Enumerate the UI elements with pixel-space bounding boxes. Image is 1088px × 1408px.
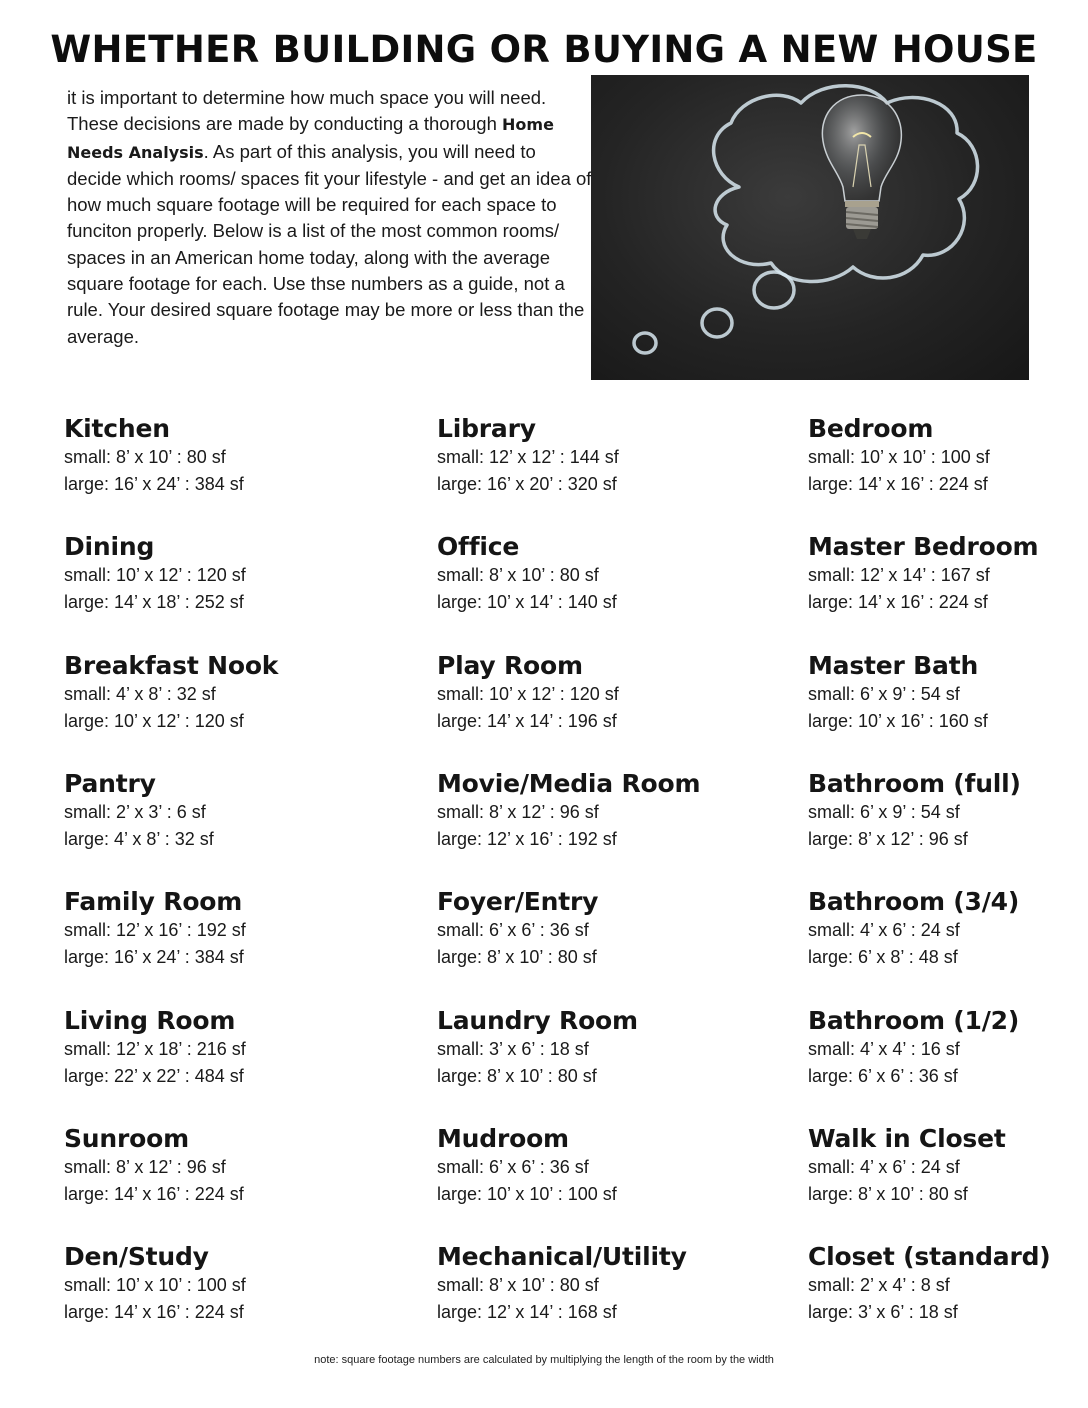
room-large-size: large: 16’ x 20’ : 320 sf (437, 474, 617, 494)
room-name: Living Room (64, 1005, 236, 1035)
room-large-size: large: 6’ x 8’ : 48 sf (808, 947, 958, 968)
room-small-size: small: 8’ x 12’ : 96 sf (64, 1156, 226, 1177)
room-name: Office (437, 532, 520, 562)
lightbulb-chalkboard-image (591, 75, 1029, 380)
room-entry (64, 414, 364, 498)
page-title: WHETHER BUILDING OR BUYING A NEW HOUSE (50, 28, 1038, 71)
room-name: Foyer/Entry (437, 887, 599, 917)
room-large-size: large: 8’ x 12’ : 96 sf (808, 828, 968, 849)
room-small-size: small: 10’ x 10’ : 100 sf (64, 1275, 246, 1296)
room-small-size: small: 8’ x 12’ : 96 sf (437, 801, 599, 822)
room-small-size: small: 12’ x 14’ : 167 sf (808, 565, 990, 586)
room-large-size: large: 14’ x 16’ : 224 sf (808, 592, 988, 613)
room-entry (64, 769, 364, 853)
room-name: Master Bath (808, 650, 979, 680)
intro-paragraph (67, 85, 592, 350)
room-large-size: large: 16’ x 24’ : 384 sf (64, 474, 244, 494)
room-large-size: large: 8’ x 10’ : 80 sf (808, 1183, 968, 1204)
room-name: Mechanical/Utility (437, 1242, 687, 1272)
room-small-size: small: 6’ x 9’ : 54 sf (808, 801, 960, 822)
room-entry (808, 651, 1088, 735)
room-entry (437, 1006, 737, 1090)
room-name: Pantry (64, 768, 156, 798)
room-entry (64, 651, 364, 735)
room-small-size: small: 6’ x 6’ : 36 sf (437, 1156, 589, 1177)
room-large-size: large: 12’ x 14’ : 168 sf (437, 1302, 617, 1323)
room-small-size: small: 6’ x 9’ : 54 sf (808, 683, 960, 704)
room-small-size: small: 4’ x 4’ : 16 sf (808, 1038, 960, 1059)
room-name: Bathroom (1/2) (808, 1005, 1020, 1035)
room-entry (437, 887, 737, 971)
room-large-size: large: 10’ x 12’ : 120 sf (64, 710, 244, 731)
room-entry (64, 1124, 364, 1208)
room-small-size: small: 3’ x 6’ : 18 sf (437, 1038, 589, 1059)
room-small-size: small: 4’ x 8’ : 32 sf (64, 683, 216, 704)
room-large-size: large: 10’ x 10’ : 100 sf (437, 1183, 617, 1204)
room-small-size: small: 8’ x 10’ : 80 sf (64, 447, 226, 467)
footnote: note: square footage numbers are calculated by multiplying the length of the room by the width (314, 1354, 774, 1366)
room-small-size: small: 12’ x 18’ : 216 sf (64, 1038, 246, 1059)
room-large-size: large: 14’ x 14’ : 196 sf (437, 710, 617, 731)
room-name: Breakfast Nook (64, 650, 279, 680)
room-small-size: small: 2’ x 3’ : 6 sf (64, 801, 206, 822)
room-small-size: small: 2’ x 4’ : 8 sf (808, 1275, 950, 1296)
room-entry (437, 532, 737, 616)
room-name: Play Room (437, 650, 583, 680)
room-name: Mudroom (437, 1123, 569, 1153)
room-entry (808, 1006, 1088, 1090)
room-large-size: large: 8’ x 10’ : 80 sf (437, 1065, 597, 1086)
room-small-size: small: 4’ x 6’ : 24 sf (808, 920, 960, 941)
room-entry (437, 651, 737, 735)
room-large-size: large: 14’ x 16’ : 224 sf (64, 1302, 244, 1323)
room-large-size: large: 16’ x 24’ : 384 sf (64, 947, 244, 968)
room-name: Movie/Media Room (437, 768, 701, 798)
room-entry (808, 532, 1088, 616)
intro-text-start: it is important to determine how much space you will need. These decisions are made by conducting a thorough (67, 87, 547, 135)
room-entry (808, 887, 1088, 971)
room-large-size: large: 8’ x 10’ : 80 sf (437, 947, 597, 968)
room-large-size: large: 3’ x 6’ : 18 sf (808, 1302, 958, 1323)
room-name: Master Bedroom (808, 532, 1039, 562)
room-name: Closet (standard) (808, 1242, 1051, 1272)
room-large-size: large: 14’ x 16’ : 224 sf (808, 474, 988, 494)
room-entry (64, 1242, 364, 1326)
room-large-size: large: 4’ x 8’ : 32 sf (64, 828, 214, 849)
room-large-size: large: 10’ x 16’ : 160 sf (808, 710, 988, 731)
room-small-size: small: 8’ x 10’ : 80 sf (437, 565, 599, 586)
room-name: Den/Study (64, 1242, 209, 1272)
room-small-size: small: 8’ x 10’ : 80 sf (437, 1275, 599, 1296)
lightbulb-thought-icon (591, 75, 1029, 380)
intro-bold-term: Home Needs Analysis (67, 115, 554, 162)
room-name: Bathroom (3/4) (808, 887, 1020, 917)
room-entry (437, 414, 737, 498)
room-large-size: large: 10’ x 14’ : 140 sf (437, 592, 617, 613)
room-name: Bedroom (808, 414, 934, 443)
room-small-size: small: 6’ x 6’ : 36 sf (437, 920, 589, 941)
room-entry (64, 887, 364, 971)
room-small-size: small: 10’ x 12’ : 120 sf (437, 683, 619, 704)
room-name: Dining (64, 532, 155, 562)
room-name: Laundry Room (437, 1005, 638, 1035)
room-entry (437, 769, 737, 853)
room-small-size: small: 12’ x 12’ : 144 sf (437, 447, 619, 467)
room-entry (808, 769, 1088, 853)
room-large-size: large: 14’ x 16’ : 224 sf (64, 1183, 244, 1204)
room-entry (808, 414, 1088, 498)
room-name: Bathroom (full) (808, 768, 1021, 798)
room-small-size: small: 10’ x 10’ : 100 sf (808, 447, 990, 467)
room-large-size: large: 14’ x 18’ : 252 sf (64, 592, 244, 613)
room-name: Library (437, 414, 536, 443)
room-name: Family Room (64, 887, 243, 917)
room-entry (437, 1242, 737, 1326)
room-name: Walk in Closet (808, 1123, 1006, 1153)
room-small-size: small: 12’ x 16’ : 192 sf (64, 920, 246, 941)
room-small-size: small: 10’ x 12’ : 120 sf (64, 565, 246, 586)
room-entry (64, 532, 364, 616)
room-entry (808, 1124, 1088, 1208)
room-large-size: large: 6’ x 6’ : 36 sf (808, 1065, 958, 1086)
room-entry (808, 1242, 1088, 1326)
intro-text-end: . As part of this analysis, you will need to decide which rooms/ spaces fit your lifestyle - and get an idea of how much square footage will be required for each space to funciton properly. Below is a list of the most common rooms/ spaces in an American home today, along with the average square footage for each. Use thse numbers as a guide, not a rule. Your desired square footage may be more or less than the average. (67, 140, 592, 347)
room-large-size: large: 22’ x 22’ : 484 sf (64, 1065, 244, 1086)
room-small-size: small: 4’ x 6’ : 24 sf (808, 1156, 960, 1177)
room-name: Kitchen (64, 414, 170, 443)
room-large-size: large: 12’ x 16’ : 192 sf (437, 828, 617, 849)
room-entry (64, 1006, 364, 1090)
room-name: Sunroom (64, 1123, 189, 1153)
room-entry (437, 1124, 737, 1208)
